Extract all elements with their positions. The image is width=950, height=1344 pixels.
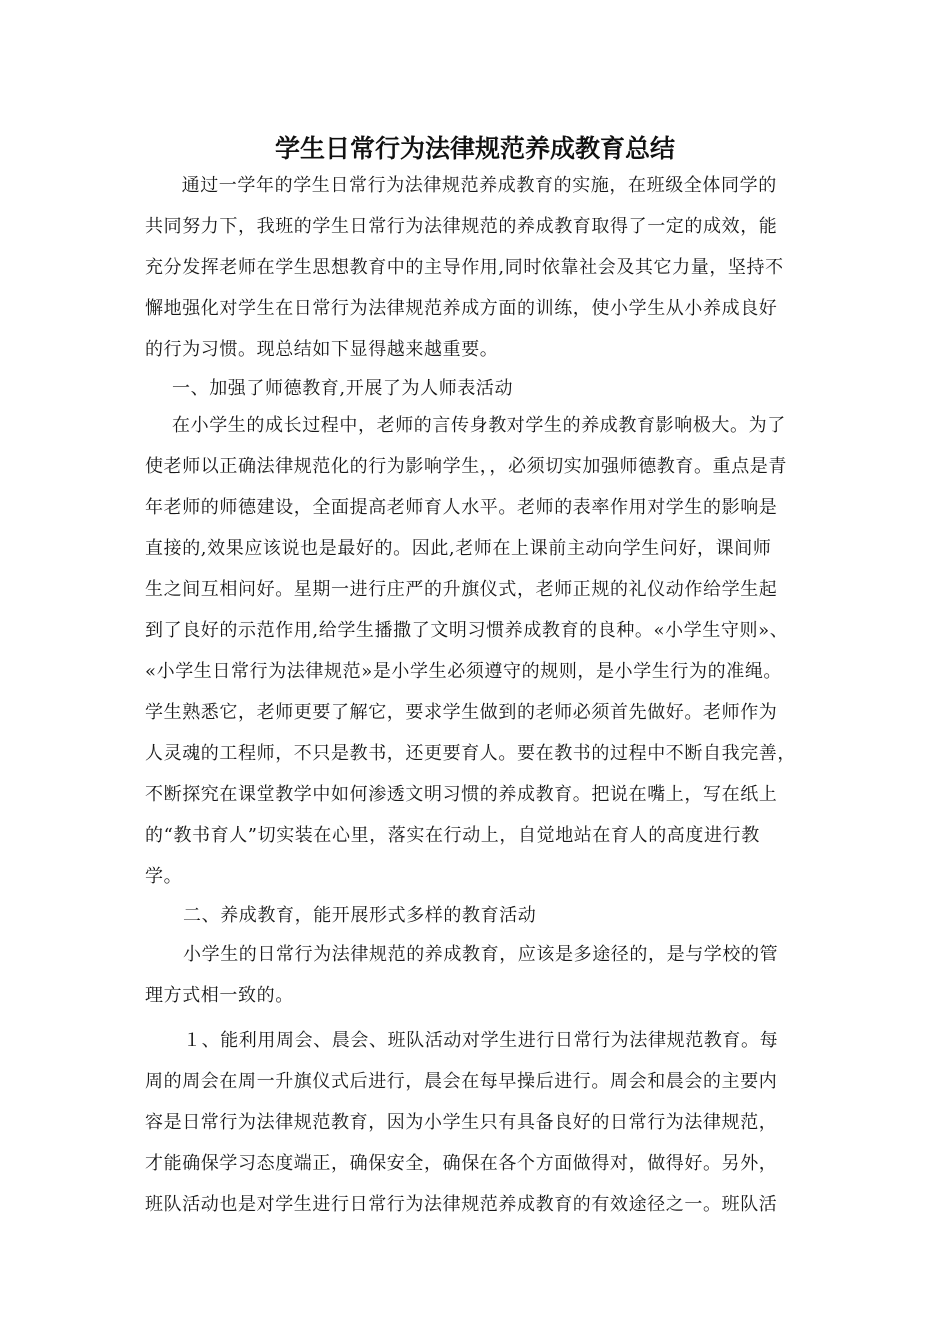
section1-line: «小学生日常行为法律规范»是小学生必须遵守的规则，是小学生行为的准绳。 <box>145 661 783 682</box>
item1-line: 周的周会在周一升旗仪式后进行，晨会在每早操后进行。周会和晨会的主要内 <box>145 1071 778 1092</box>
section1-line: 到了良好的示范作用,给学生播撒了文明习惯养成教育的良种。«小学生守则»、 <box>145 620 789 641</box>
section1-line: 使老师以正确法律规范化的行为影响学生，，必须切实加强师德教育。重点是青 <box>145 456 787 477</box>
intro-line: 的行为习惯。现总结如下显得越来越重要。 <box>145 339 499 360</box>
intro-line: 共同努力下，我班的学生日常行为法律规范的养成教育取得了一定的成效，能 <box>145 216 778 237</box>
section1-line: 人灵魂的工程师，不只是教书，还更要育人。要在教书的过程中不断自我完善， <box>145 743 796 764</box>
section1-paragraph <box>145 446 813 897</box>
section1-line: 生之间互相问好。星期一进行庄严的升旗仪式，老师正规的礼仪动作给学生起 <box>145 579 778 600</box>
section1-line: 直接的,效果应该说也是最好的。因此,老师在上课前主动向学生问好，课间师 <box>145 538 772 559</box>
section1-heading: 一、加强了师德教育,开展了为人师表活动 <box>172 378 514 399</box>
section2-line: 理方式相一致的。 <box>145 985 294 1006</box>
section1-line: 不断探究在课堂教学中如何渗透文明习惯的养成教育。把说在嘴上，写在纸上 <box>145 784 778 805</box>
intro-line: 通过一学年的学生日常行为法律规范养成教育的实施，在班级全体同学的 <box>163 175 777 196</box>
section2-paragraph-first <box>183 934 851 975</box>
section1-line: 在小学生的成长过程中，老师的言传身教对学生的养成教育影响极大。为了 <box>172 415 786 436</box>
intro-paragraph <box>163 165 831 206</box>
item1-paragraph <box>145 1061 813 1225</box>
section2-heading: 二、养成教育，能开展形式多样的教育活动 <box>183 905 537 926</box>
item1-line: 班队活动也是对学生进行日常行为法律规范养成教育的有效途径之一。班队活 <box>145 1194 778 1215</box>
document-title: 学生日常行为法律规范养成教育总结 <box>274 134 675 163</box>
intro-line: 充分发挥老师在学生思想教育中的主导作用,同时依靠社会及其它力量，坚持不 <box>145 257 784 278</box>
section1-line: 的“教书育人”切实装在心里，落实在行动上，自觉地站在育人的高度进行教 <box>145 825 760 846</box>
section2-line: 小学生的日常行为法律规范的养成教育，应该是多途径的，是与学校的管 <box>183 944 779 965</box>
section1-line: 学生熟悉它，老师更要了解它，要求学生做到的老师必须首先做好。老师作为 <box>145 702 778 723</box>
section2-paragraph <box>145 975 813 1016</box>
item1-paragraph-first <box>183 1020 851 1061</box>
section1-line: 学。 <box>145 866 183 887</box>
intro-line: 懈地强化对学生在日常行为法律规范养成方面的训练，使小学生从小养成良好 <box>145 298 778 319</box>
item1-line: 容是日常行为法律规范教育，因为小学生只有具备良好的日常行为法律规范， <box>145 1112 778 1133</box>
section1-line: 年老师的师德建设，全面提高老师育人水平。老师的表率作用对学生的影响是 <box>145 497 778 518</box>
item1-line: 才能确保学习态度端正，确保安全，确保在各个方面做得对，做得好。另外， <box>145 1153 778 1174</box>
item1-line: １、能利用周会、晨会、班队活动对学生进行日常行为法律规范教育。每 <box>183 1030 779 1051</box>
section1-paragraph-first <box>172 405 840 446</box>
intro-paragraph-cont <box>145 206 813 370</box>
